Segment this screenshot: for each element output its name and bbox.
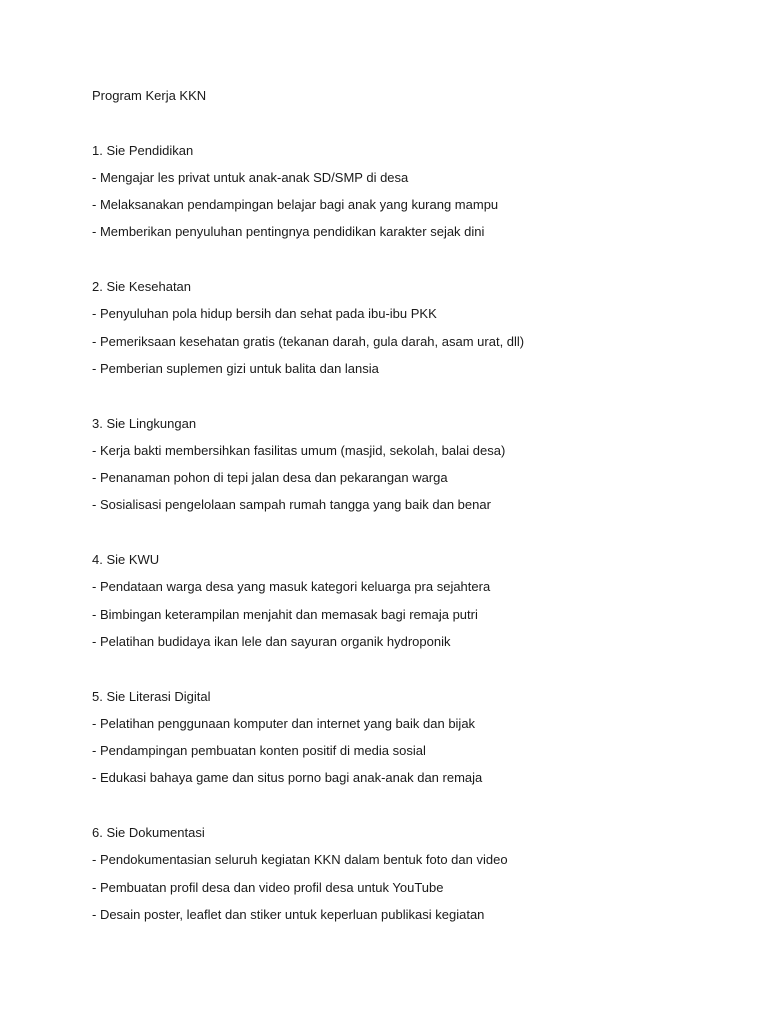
list-item: - Pemberian suplemen gizi untuk balita dan lansia bbox=[92, 360, 379, 376]
list-item: - Pembuatan profil desa dan video profil desa untuk YouTube bbox=[92, 879, 444, 895]
section-heading: 5. Sie Literasi Digital bbox=[92, 688, 211, 704]
list-item: - Pendataan warga desa yang masuk kategori keluarga pra sejahtera bbox=[92, 579, 491, 595]
list-item: - Sosialisasi pengelolaan sampah rumah tangga yang baik dan benar bbox=[92, 497, 491, 513]
section-heading: 1. Sie Pendidikan bbox=[92, 142, 194, 158]
list-item: - Mengajar les privat untuk anak-anak SD/SMP di desa bbox=[92, 169, 409, 185]
list-item: - Memberikan penyuluhan pentingnya pendidikan karakter sejak dini bbox=[92, 224, 485, 240]
section-heading: 2. Sie Kesehatan bbox=[92, 279, 192, 295]
list-item: - Kerja bakti membersihkan fasilitas umum (masjid, sekolah, balai desa) bbox=[92, 442, 506, 458]
section-kesehatan bbox=[92, 277, 732, 386]
list-item: - Penanaman pohon di tepi jalan desa dan pekarangan warga bbox=[92, 470, 448, 486]
list-item: - Pemeriksaan kesehatan gratis (tekanan darah, gula darah, asam urat, dll) bbox=[92, 333, 525, 349]
section-pendidikan bbox=[92, 141, 732, 250]
list-item: - Desain poster, leaflet dan stiker untuk keperluan publikasi kegiatan bbox=[92, 906, 485, 922]
list-item: - Pendampingan pembuatan konten positif di media sosial bbox=[92, 743, 426, 759]
list-item: - Pelatihan penggunaan komputer dan internet yang baik dan bijak bbox=[92, 715, 476, 731]
list-item: - Bimbingan keterampilan menjahit dan memasak bagi remaja putri bbox=[92, 606, 478, 622]
list-item: - Melaksanakan pendampingan belajar bagi anak yang kurang mampu bbox=[92, 197, 499, 213]
section-lingkungan bbox=[92, 414, 732, 523]
list-item: - Penyuluhan pola hidup bersih dan sehat pada ibu-ibu PKK bbox=[92, 306, 437, 322]
section-kwu bbox=[92, 550, 732, 659]
section-dokumentasi bbox=[92, 823, 732, 932]
list-item: - Edukasi bahaya game dan situs porno bagi anak-anak dan remaja bbox=[92, 770, 483, 786]
section-heading: 6. Sie Dokumentasi bbox=[92, 825, 205, 841]
section-literasi-digital bbox=[92, 687, 732, 796]
document-title: Program Kerja KKN bbox=[92, 88, 207, 103]
section-heading: 4. Sie KWU bbox=[92, 552, 160, 568]
document-body bbox=[92, 86, 732, 932]
list-item: - Pelatihan budidaya ikan lele dan sayuran organik hydroponik bbox=[92, 633, 451, 649]
list-item: - Pendokumentasian seluruh kegiatan KKN dalam bentuk foto dan video bbox=[92, 852, 508, 868]
section-heading: 3. Sie Lingkungan bbox=[92, 415, 197, 431]
